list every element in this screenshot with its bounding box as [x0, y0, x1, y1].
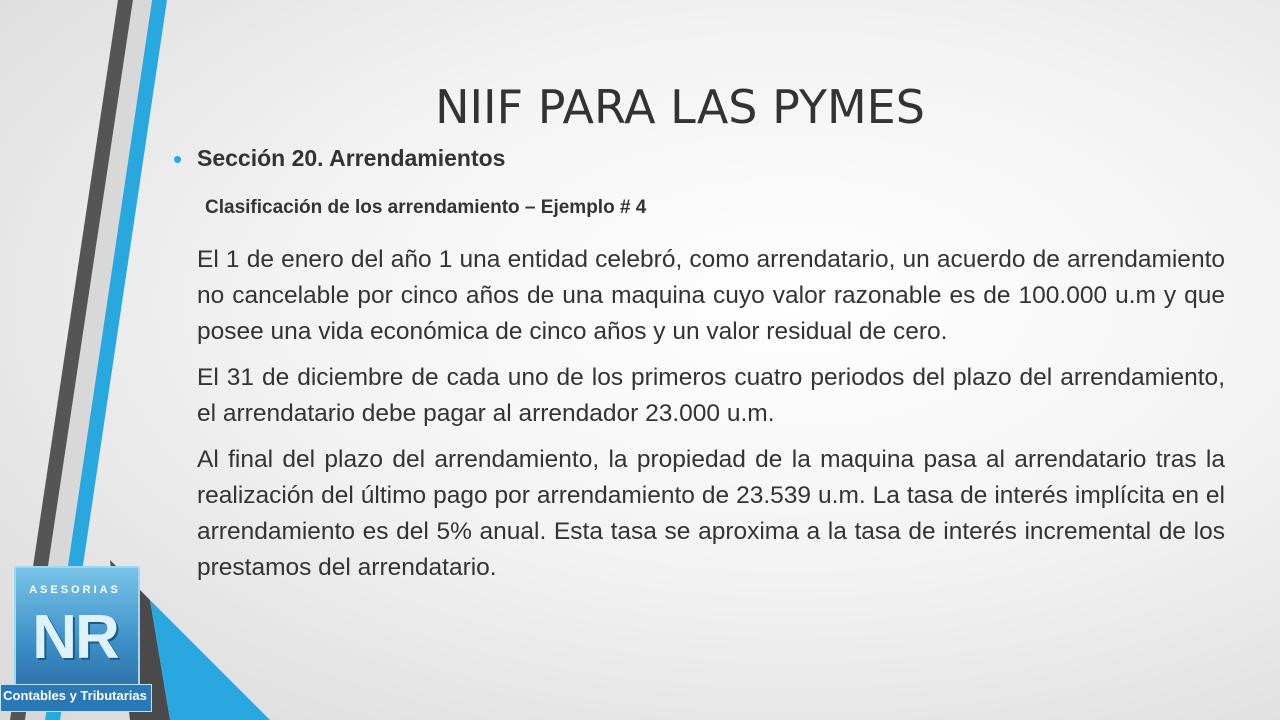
- section-heading: Sección 20. Arrendamientos: [197, 145, 506, 171]
- logo-top-text: ASESORIAS: [29, 584, 121, 596]
- slide-body: [197, 242, 1225, 596]
- logo-bottom-text: Contables y Tributarias: [3, 688, 147, 703]
- company-logo: [0, 554, 150, 720]
- slide-title: NIIF PARA LAS PYMES: [435, 80, 925, 134]
- logo-initials: NR: [32, 603, 118, 672]
- blue-stripe-lower: [150, 600, 270, 720]
- paragraph-1: El 1 de enero del año 1 una entidad celebró, como arrendatario, un acuerdo de arrendamiento no cancelable por cinco años de una maquina cuyo valor razonable es de 100.000 u.m y que posee una vida económica de cinco años y un valor residual de cero.: [197, 246, 1225, 345]
- paragraph-2: El 31 de diciembre de cada uno de los primeros cuatro periodos del plazo del arrendamiento, el arrendatario debe pagar al arrendador 23.000 u.m.: [197, 364, 1225, 427]
- paragraph-3: Al final del plazo del arrendamiento, la propiedad de la maquina pasa al arrendatario tras la realización del último pago por arrendamiento de 23.539 u.m. La tasa de interés implícita en el arrendamiento es del 5% anual. Esta tasa se aproxima a la tasa de interés incremental de los prestamos del arrendatario.: [197, 446, 1225, 581]
- bullet-icon: •: [173, 144, 183, 174]
- example-subtitle: Clasificación de los arrendamiento – Ejemplo # 4: [205, 197, 647, 218]
